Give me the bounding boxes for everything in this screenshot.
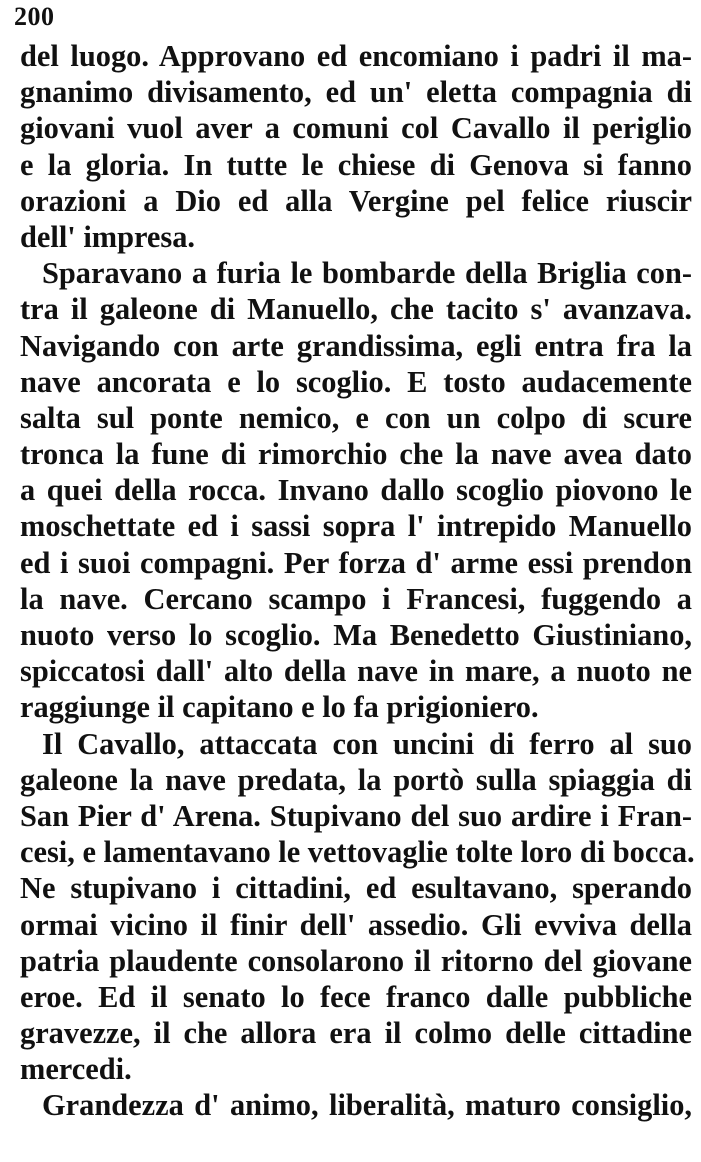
text-line: gravezze, il che allora era il colmo delle cittadine — [20, 1016, 692, 1051]
text-line: galeone la nave predata, la portò sulla spiaggia di — [20, 762, 692, 797]
text-line: spiccatosi dall' alto della nave in mare, a nuoto ne — [20, 654, 692, 689]
text-line: ormai vicino il finir dell' assedio. Gli evviva della — [20, 907, 692, 942]
text-line: tronca la fune di rimorchio che la nave avea dato — [20, 437, 692, 472]
text-line: orazioni a Dio ed alla Vergine pel felice riuscir — [20, 183, 692, 218]
text-line: patria plaudente consolarono il ritorno del giovane — [20, 943, 692, 978]
text-line: del luogo. Approvano ed encomiano i padri il ma- — [20, 39, 692, 73]
text-line: gnanimo divisamento, ed un' eletta compagnia di — [20, 75, 692, 110]
body-text — [20, 38, 695, 1124]
text-line: a quei della rocca. Invano dallo scoglio piovono le — [20, 473, 692, 508]
text-line: Grandezza d' animo, liberalità, maturo consiglio, — [42, 1088, 692, 1123]
text-line: moschettate ed i sassi sopra l' intrepido Manuello — [20, 509, 692, 544]
text-line: Ne stupivano i cittadini, ed esultavano, sperando — [20, 871, 692, 906]
text-line: tra il galeone di Manuello, che tacito s' avanzava. — [20, 292, 692, 327]
text-line: Sparavano a furia le bombarde della Briglia con- — [42, 256, 692, 291]
text-line: e la gloria. In tutte le chiese di Genova si fanno — [20, 147, 692, 182]
text-line: Navigando con arte grandissima, egli entra fra la — [20, 328, 692, 363]
text-line: nuoto verso lo scoglio. Ma Benedetto Giustiniano, — [20, 618, 692, 652]
text-line: raggiunge il capitano e lo fa prigioniero. — [20, 690, 539, 725]
text-line: dell' impresa. — [20, 219, 196, 254]
text-line: salta sul ponte nemico, e con un colpo di scure — [20, 400, 692, 435]
text-line: Il Cavallo, attaccata con uncini di ferro al suo — [42, 726, 692, 761]
text-line: cesi, e lamentavano le vettovaglie tolte loro di bocca. — [20, 835, 695, 870]
page-number: 200 — [14, 2, 55, 31]
text-line: la nave. Cercano scampo i Francesi, fuggendo a — [20, 581, 692, 616]
paragraph — [20, 726, 695, 1088]
text-line: eroe. Ed il senato lo fece franco dalle pubbliche — [20, 979, 692, 1014]
text-line: San Pier d' Arena. Stupivano del suo ardire i Fran- — [20, 798, 692, 833]
text-line: nave ancorata e lo scoglio. E tosto audacemente — [20, 364, 692, 399]
paragraph — [20, 1087, 692, 1123]
paragraph — [20, 38, 692, 255]
text-line: ed i suoi compagni. Per forza d' arme essi prendon — [20, 545, 692, 580]
text-line: giovani vuol aver a comuni col Cavallo il periglio — [20, 111, 692, 146]
paragraph — [20, 255, 692, 725]
text-line: mercedi. — [20, 1052, 132, 1087]
